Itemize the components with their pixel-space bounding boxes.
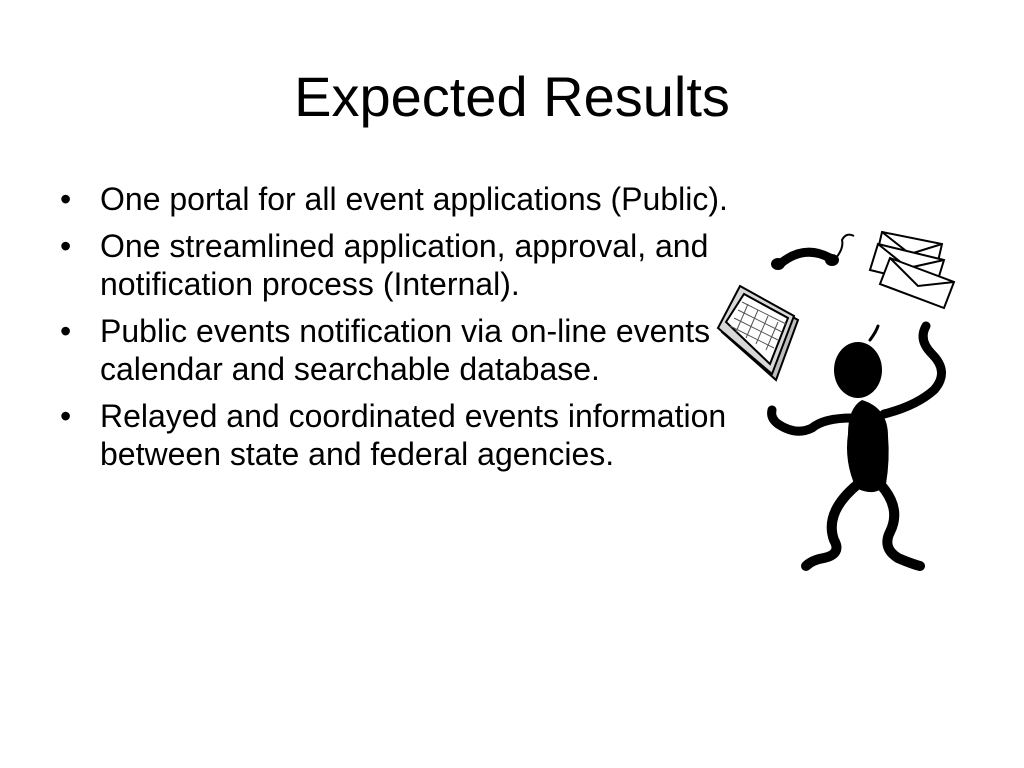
bullet-marker: • [60,312,72,349]
bullet-list [60,180,740,482]
slide-title: Expected Results [294,65,730,128]
bullet-item [60,312,740,389]
bullet-text: One streamlined application, approval, and notification process (Internal). [100,227,709,302]
bullet-item [60,227,740,304]
envelopes-icon [870,232,954,308]
bullet-text: Public events notification via on-line events calendar and searchable database. [100,312,711,387]
document-stack-icon [718,286,798,380]
bullet-item [60,180,740,219]
bullet-text: One portal for all event applications (Public). [100,181,728,217]
telephone-handset-icon [771,235,854,270]
bullet-marker: • [60,227,72,264]
bullet-text: Relayed and coordinated events information between state and federal agencies. [100,397,727,472]
stick-figure-icon [772,326,942,566]
bullet-marker: • [60,397,72,434]
juggling-person-icon [712,222,972,582]
bullet-marker: • [60,181,72,217]
bullet-item [60,397,740,474]
